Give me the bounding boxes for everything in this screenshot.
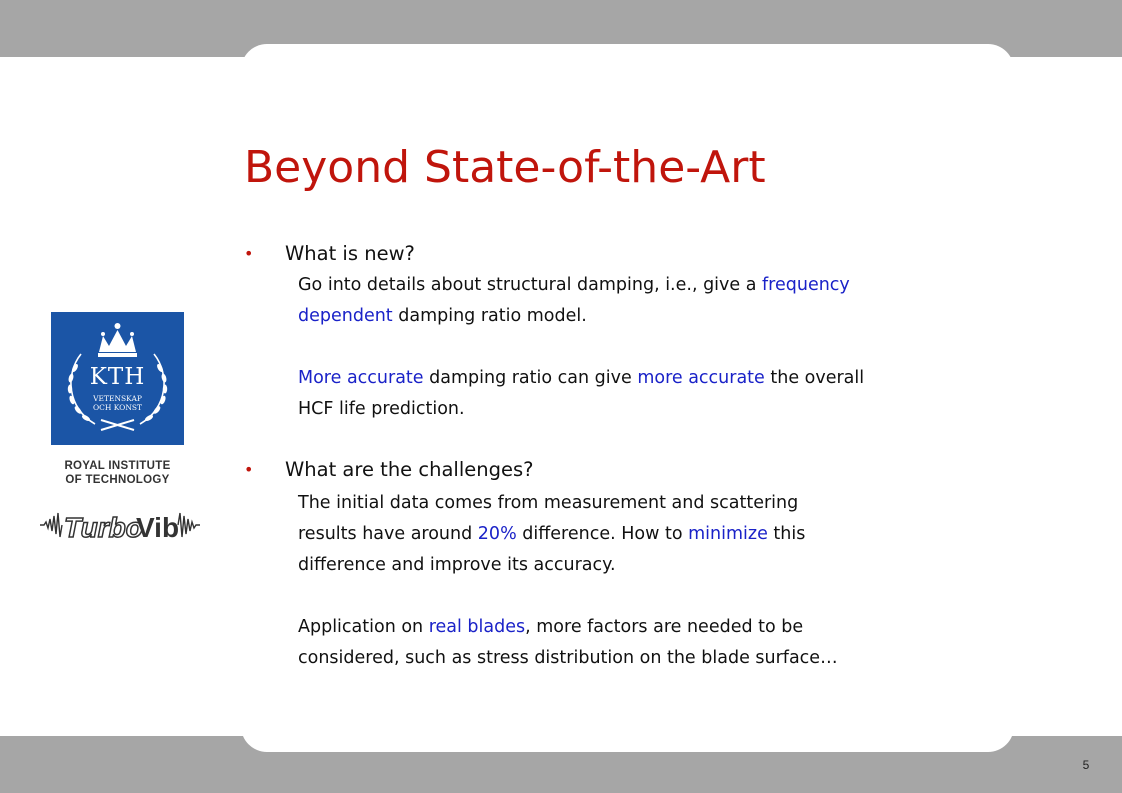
turbovib-part1: Turbo [64,512,143,543]
kth-motto-line2: OCH KONST [92,403,143,412]
text-line: Application on real blades, more factors are needed to be [298,617,804,637]
text-line: More accurate damping ratio can give more accurate the overall [298,368,865,388]
paragraph [298,488,998,581]
turbovib-logo [38,507,202,543]
bullet-label: What is new? [285,242,415,265]
text-line: Go into details about structural damping, i.e., give a frequency [298,275,850,295]
text-line: results have around 20% difference. How to minimize this [298,524,806,544]
text-line: difference and improve its accuracy. [298,555,616,575]
paragraph [298,270,998,332]
bullet-dot-icon: • [244,460,254,479]
turbovib-logo-icon [38,507,202,543]
kth-motto-line1: VETENSKAP [93,394,142,403]
paragraph [298,363,998,425]
paragraph [298,612,998,674]
kth-logo [51,312,184,445]
kth-wordmark: KTH [89,364,146,390]
institute-name: ROYAL INSTITUTE OF TECHNOLOGY [64,460,171,486]
text-line: dependent damping ratio model. [298,306,587,326]
text-line: The initial data comes from measurement and scattering [298,493,799,513]
bullet-label: What are the challenges? [285,458,534,481]
turbovib-part2: Vib [136,512,180,543]
page-number: 5 [1082,758,1090,772]
text-line: considered, such as stress distribution on the blade surface… [298,648,838,668]
slide-title: Beyond State-of-the-Art [244,142,766,193]
bullet-dot-icon: • [244,244,254,263]
text-line: HCF life prediction. [298,399,465,419]
